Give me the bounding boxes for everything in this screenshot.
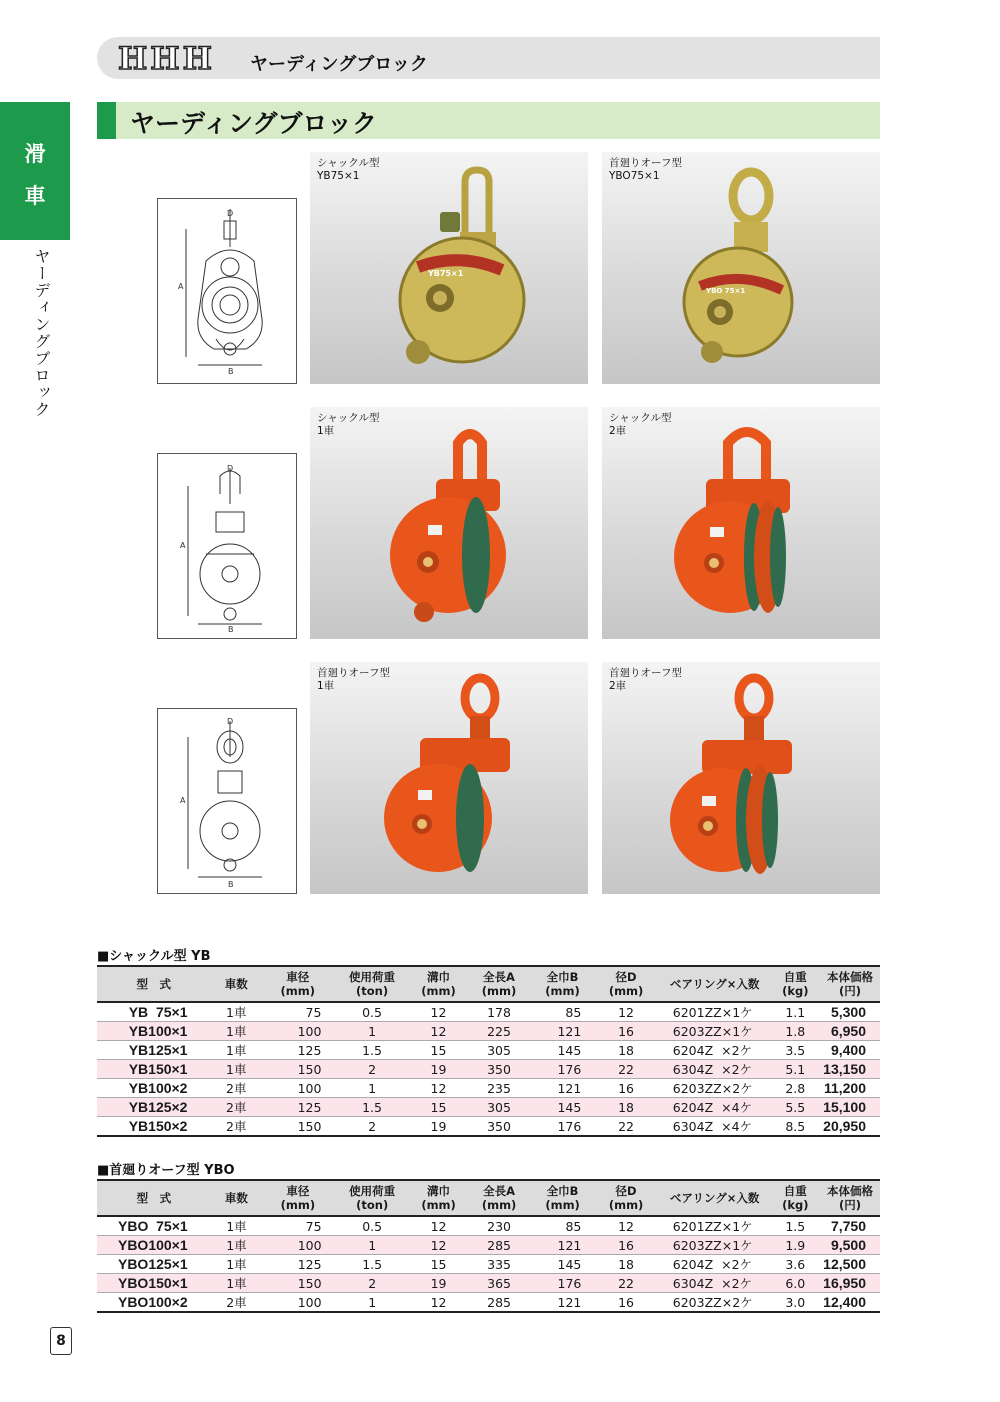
cell-load: 1.5 — [362, 1099, 382, 1115]
cell-weight: 2.8 — [785, 1080, 806, 1096]
cell-price: 7,750 — [830, 1218, 866, 1234]
cell-diam-d: 16 — [618, 1080, 634, 1096]
cell-groove: 15 — [430, 1099, 447, 1115]
table-row — [97, 1274, 880, 1293]
table-row — [97, 1236, 880, 1255]
cell-bearing: 6203ZZ×1ケ — [672, 1024, 753, 1039]
cell-price: 12,400 — [823, 1294, 866, 1310]
cell-groove: 12 — [430, 1004, 447, 1020]
cell-model: YBO100×2 — [117, 1294, 188, 1310]
cell-dia: 100 — [297, 1237, 322, 1253]
cell-model: YB150×2 — [128, 1118, 188, 1134]
cell-width: 121 — [557, 1080, 582, 1096]
cell-diam-d: 18 — [618, 1256, 635, 1272]
cell-sheaves: 1車 — [226, 1276, 247, 1291]
photo-caption: 首廻りオーフ型 1車 — [317, 667, 390, 692]
col-dia: 車径 (mm) — [262, 1180, 333, 1216]
table-row — [97, 1041, 880, 1060]
col-width: 全巾B (mm) — [532, 966, 594, 1002]
cell-sheaves: 2車 — [226, 1119, 247, 1134]
cell-length: 225 — [487, 1023, 511, 1039]
cell-model: YB 75×1 — [128, 1004, 188, 1020]
cell-bearing: 6203ZZ×2ケ — [672, 1295, 753, 1310]
cell-load: 2 — [368, 1061, 377, 1077]
diagram-label-d: D — [227, 209, 234, 218]
table-row — [97, 1117, 880, 1137]
cell-sheaves: 2車 — [226, 1100, 247, 1115]
cell-length: 305 — [487, 1099, 511, 1115]
photo-shackle-1 — [310, 407, 588, 639]
diagram-label-a: A — [180, 541, 186, 550]
photo-ybo75 — [602, 152, 880, 384]
table-header-row — [97, 966, 880, 1002]
diagram-shackle-orange — [157, 453, 297, 639]
cell-price: 20,950 — [823, 1118, 866, 1134]
cell-weight: 3.0 — [785, 1294, 806, 1310]
table-header-row — [97, 1180, 880, 1216]
cell-width: 85 — [565, 1004, 582, 1020]
col-model: 型 式 — [97, 966, 210, 1002]
col-groove: 溝巾 (mm) — [411, 1180, 467, 1216]
photo-caption: シャックル型 2車 — [609, 412, 672, 437]
cell-model: YBO150×1 — [117, 1275, 188, 1291]
cell-diam-d: 18 — [618, 1099, 634, 1115]
photo-caption: 首廻りオーフ型 2車 — [609, 667, 682, 692]
cell-load: 1 — [368, 1023, 377, 1039]
col-groove: 溝巾 (mm) — [411, 966, 467, 1002]
cell-weight: 6.0 — [785, 1275, 806, 1291]
cell-load: 0.5 — [362, 1004, 382, 1020]
cell-model: YBO125×1 — [117, 1256, 188, 1272]
diagram-label-b: B — [228, 625, 234, 634]
col-length: 全長A (mm) — [466, 1180, 531, 1216]
table-row — [97, 1002, 880, 1022]
cell-sheaves: 2車 — [226, 1295, 247, 1310]
cell-length: 350 — [487, 1118, 511, 1134]
cell-model: YB125×1 — [128, 1042, 188, 1058]
cell-width: 176 — [557, 1061, 582, 1077]
cell-model: YBO100×1 — [117, 1237, 188, 1253]
cell-dia: 150 — [297, 1275, 322, 1291]
col-weight: 自重 (kg) — [771, 1180, 821, 1216]
cell-sheaves: 1車 — [226, 1062, 247, 1077]
col-model: 型 式 — [97, 1180, 211, 1216]
photo-product-label: YB75×1 — [428, 269, 464, 278]
side-tab-char-2: 車 — [24, 184, 46, 208]
cell-width: 176 — [557, 1275, 582, 1291]
cell-price: 15,100 — [823, 1099, 866, 1115]
cell-diam-d: 12 — [618, 1004, 634, 1020]
table-row — [97, 1079, 880, 1098]
diagram-label-d: D — [227, 717, 234, 726]
cell-diam-d: 22 — [618, 1118, 634, 1134]
cell-bearing: 6204Z ×2ケ — [672, 1043, 753, 1058]
cell-bearing: 6204Z ×4ケ — [672, 1100, 753, 1115]
cell-width: 121 — [557, 1237, 582, 1253]
cell-price: 16,950 — [823, 1275, 866, 1291]
table-ybo — [97, 1179, 880, 1313]
col-diam-d: 径D (mm) — [593, 966, 658, 1002]
cell-dia: 75 — [305, 1004, 322, 1020]
cell-dia: 125 — [297, 1099, 322, 1115]
photo-product-label: YBO 75×1 — [706, 287, 746, 295]
cell-length: 350 — [487, 1061, 511, 1077]
cell-width: 121 — [557, 1294, 582, 1310]
photo-yb75 — [310, 152, 588, 384]
cell-dia: 100 — [297, 1294, 322, 1310]
cell-dia: 75 — [305, 1218, 322, 1234]
cell-diam-d: 22 — [618, 1061, 634, 1077]
cell-load: 1.5 — [362, 1256, 383, 1272]
cell-weight: 1.1 — [785, 1004, 806, 1020]
cell-load: 1.5 — [362, 1042, 382, 1058]
cell-model: YB100×2 — [128, 1080, 188, 1096]
cell-width: 85 — [565, 1218, 582, 1234]
photo-caption: シャックル型 YB75×1 — [317, 157, 380, 182]
cell-price: 5,300 — [830, 1004, 866, 1020]
cell-model: YBO 75×1 — [118, 1218, 188, 1234]
cell-load: 2 — [368, 1275, 377, 1291]
cell-weight: 8.5 — [785, 1118, 806, 1134]
cell-groove: 19 — [430, 1061, 447, 1077]
cell-length: 365 — [487, 1275, 511, 1291]
cell-diam-d: 12 — [618, 1218, 635, 1234]
table-row — [97, 1060, 880, 1079]
table-ybo-title: ■首廻りオーフ型 YBO — [97, 1163, 235, 1178]
table-row — [97, 1098, 880, 1117]
cell-length: 285 — [487, 1294, 511, 1310]
table-yb — [97, 965, 880, 1137]
cell-sheaves: 1車 — [226, 1024, 247, 1039]
cell-price: 9,400 — [830, 1042, 866, 1058]
cell-groove: 12 — [430, 1218, 447, 1234]
cell-dia: 150 — [297, 1118, 322, 1134]
col-sheaves: 車数 — [210, 966, 262, 1002]
col-width: 全巾B (mm) — [532, 1180, 594, 1216]
diagram-label-d: D — [227, 464, 234, 473]
side-vertical-label: ヤーディングブロック — [32, 248, 51, 418]
cell-diam-d: 18 — [618, 1042, 634, 1058]
brand-logo: HHH — [118, 41, 215, 77]
cell-length: 230 — [487, 1218, 511, 1234]
cell-load: 2 — [368, 1118, 377, 1134]
cell-bearing: 6304Z ×4ケ — [672, 1119, 753, 1134]
cell-load: 1 — [368, 1080, 377, 1096]
cell-price: 11,200 — [823, 1080, 866, 1096]
cell-length: 235 — [487, 1080, 511, 1096]
cell-sheaves: 1車 — [226, 1238, 247, 1253]
table-yb-title: ■シャックル型 YB — [97, 949, 211, 964]
cell-bearing: 6204Z ×2ケ — [672, 1257, 753, 1272]
diagram-shackle-gold — [157, 198, 297, 384]
cell-width: 145 — [557, 1256, 582, 1272]
section-marker — [97, 102, 116, 139]
cell-bearing: 6201ZZ×1ケ — [672, 1219, 753, 1234]
cell-dia: 150 — [297, 1061, 322, 1077]
cell-groove: 15 — [430, 1256, 447, 1272]
cell-bearing: 6203ZZ×2ケ — [672, 1081, 753, 1096]
cell-dia: 125 — [297, 1256, 322, 1272]
cell-weight: 1.9 — [785, 1237, 806, 1253]
col-load: 使用荷重 (ton) — [334, 1180, 411, 1216]
cell-bearing: 6201ZZ×1ケ — [672, 1005, 753, 1020]
cell-dia: 125 — [297, 1042, 322, 1058]
table-row — [97, 1022, 880, 1041]
photo-eye-1 — [310, 662, 588, 894]
photo-eye-2 — [602, 662, 880, 894]
col-load: 使用荷重 (ton) — [333, 966, 410, 1002]
diagram-label-a: A — [180, 796, 186, 805]
cell-width: 176 — [557, 1118, 582, 1134]
side-tab-char-1: 滑 — [24, 142, 46, 166]
cell-price: 9,500 — [830, 1237, 866, 1253]
cell-price: 6,950 — [830, 1023, 866, 1039]
cell-diam-d: 22 — [618, 1275, 635, 1291]
cell-sheaves: 2車 — [226, 1081, 247, 1096]
cell-groove: 12 — [430, 1023, 447, 1039]
header-title: ヤーディングブロック — [250, 54, 428, 75]
col-bearing: ベアリング×入数 — [659, 966, 771, 1002]
cell-model: YB100×1 — [128, 1023, 188, 1039]
cell-length: 335 — [487, 1256, 511, 1272]
col-weight: 自重 (kg) — [771, 966, 821, 1002]
photo-caption: シャックル型 1車 — [317, 412, 380, 437]
page-number: 8 — [50, 1327, 72, 1355]
cell-length: 178 — [487, 1004, 511, 1020]
col-price: 本体価格 (円) — [820, 1180, 880, 1216]
diagram-label-b: B — [228, 880, 234, 889]
cell-groove: 19 — [430, 1118, 447, 1134]
cell-sheaves: 1車 — [226, 1043, 247, 1058]
cell-price: 13,150 — [823, 1061, 866, 1077]
cell-diam-d: 16 — [618, 1023, 634, 1039]
cell-weight: 5.1 — [785, 1061, 806, 1077]
cell-groove: 12 — [430, 1237, 447, 1253]
cell-length: 285 — [487, 1237, 511, 1253]
cell-weight: 3.5 — [785, 1042, 806, 1058]
cell-width: 145 — [557, 1042, 582, 1058]
cell-groove: 12 — [430, 1294, 447, 1310]
section-title: ヤーディングブロック — [130, 109, 378, 138]
col-price: 本体価格 (円) — [820, 966, 880, 1002]
cell-diam-d: 16 — [618, 1237, 635, 1253]
table-row — [97, 1255, 880, 1274]
cell-dia: 100 — [297, 1023, 322, 1039]
cell-model: YB150×1 — [128, 1061, 188, 1077]
cell-load: 0.5 — [362, 1218, 383, 1234]
side-tab — [0, 102, 70, 240]
cell-dia: 100 — [297, 1080, 322, 1096]
cell-load: 1 — [368, 1294, 377, 1310]
cell-load: 1 — [368, 1237, 377, 1253]
cell-sheaves: 1車 — [226, 1219, 247, 1234]
cell-sheaves: 1車 — [226, 1005, 247, 1020]
cell-weight: 3.6 — [785, 1256, 806, 1272]
cell-sheaves: 1車 — [226, 1257, 247, 1272]
cell-length: 305 — [487, 1042, 511, 1058]
cell-bearing: 6304Z ×2ケ — [672, 1062, 753, 1077]
cell-weight: 5.5 — [785, 1099, 806, 1115]
col-sheaves: 車数 — [211, 1180, 263, 1216]
cell-groove: 12 — [430, 1080, 447, 1096]
cell-width: 145 — [557, 1099, 582, 1115]
cell-groove: 15 — [430, 1042, 447, 1058]
cell-weight: 1.5 — [785, 1218, 806, 1234]
cell-groove: 19 — [430, 1275, 447, 1291]
col-diam-d: 径D (mm) — [593, 1180, 658, 1216]
col-length: 全長A (mm) — [466, 966, 531, 1002]
cell-model: YB125×2 — [128, 1099, 188, 1115]
diagram-label-b: B — [228, 367, 234, 376]
diagram-label-a: A — [178, 282, 184, 291]
cell-diam-d: 16 — [618, 1294, 635, 1310]
photo-shackle-2 — [602, 407, 880, 639]
cell-price: 12,500 — [823, 1256, 866, 1272]
cell-bearing: 6304Z ×2ケ — [672, 1276, 753, 1291]
table-row — [97, 1293, 880, 1313]
cell-width: 121 — [557, 1023, 582, 1039]
cell-weight: 1.8 — [785, 1023, 806, 1039]
diagram-eye-orange — [157, 708, 297, 894]
col-bearing: ベアリング×入数 — [659, 1180, 771, 1216]
cell-bearing: 6203ZZ×1ケ — [672, 1238, 753, 1253]
photo-caption: 首廻りオーフ型 YBO75×1 — [609, 157, 682, 182]
col-dia: 車径 (mm) — [262, 966, 333, 1002]
table-row — [97, 1216, 880, 1236]
